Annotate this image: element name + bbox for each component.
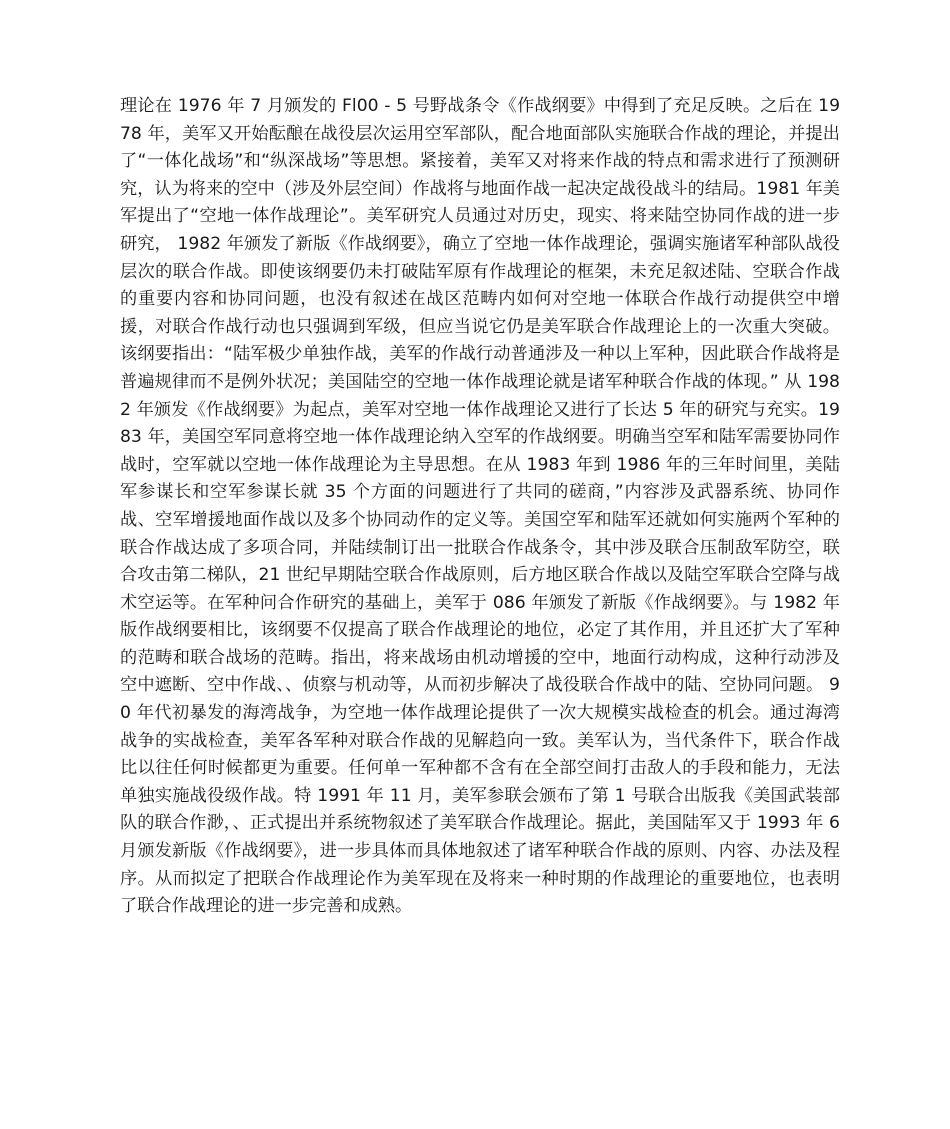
body-paragraph: 理论在 1976 年 7 月颁发的 Fl00 - 5 号野战条令《作战纲要》中得到了充足反映。之后在 1978 年，美军又开始酝酿在战役层次运用空军部队，配合地面部队实施联合作战的理论，并提出了“一体化战场”和“纵深战场”等思想。紧接着，美军又对将来作战的特点和需求进行了预测研究，认为将来的空中（涉及外层空间）作战将与地面作战一起决定战役战斗的结局。1981 年美军提出了“空地一体作战理论”。美军研究人员通过对历史，现实、将来陆空协同作战的进一步研究， 1982 年颁发了新版《作战纲要》，确立了空地一体作战理论，强调实施诸军种部队战役层次的联合作战。即使该纲要仍未打破陆军原有作战理论的框架，未充足叙述陆、空联合作战的重要内容和协同问题，也没有叙述在战区范畴内如何对空地一体联合作战行动提供空中增援，对联合作战行动也只强调到军级，但应当说它仍是美军联合作战理论上的一次重大突破。该纲要指出：“陆军极少单独作战，美军的作战行动普通涉及一种以上军种，因此联合作战将是普遍规律而不是例外状况；美国陆空的空地一体作战理论就是诸军种联合作战的体现。” 从 1982 年颁发《作战纲要》为起点，美军对空地一体作战理论又进行了长达 5 年的研究与充实。1983 年，美国空军同意将空地一体作战理论纳入空军的作战纲要。明确当空军和陆军需要协同作战时，空军就以空地一体作战理论为主导思想。在从 1983 年到 1986 年的三年时间里，美陆军参谋长和空军参谋长就 35 个方面的问题进行了共同的磋商，”内容涉及武器系统、协同作战、空军增援地面作战以及多个协同动作的定义等。美国空军和陆军还就如何实施两个军种的联合作战达成了多项合同，并陆续制订出一批联合作战条令，其中涉及联合压制敌军防空，联合攻击第二梯队，21 世纪早期陆空联合作战原则，后方地区联合作战以及陆空军联合空降与战术空运等。在军种问合作研究的基础上，美军于 086 年颁发了新版《作战纲要》。与 1982 年版作战纲要相比，该纲要不仅提高了联合作战理论的地位，必定了其作用，并且还扩大了军种的范畴和联合战场的范畴。指出，将来战场由机动增援的空中，地面行动构成，这种行动涉及空中遮断、空中作战、、侦察与机动等，从而初步解决了战役联合作战中的陆、空协同问题。 90 年代初暴发的海湾战争，为空地一体作战理论提供了一次大规模实战检查的机会。通过海湾战争的实战检查，美军各军种对联合作战的见解趋向一致。美军认为，当代条件下，联合作战比以往任何时候都更为重要。任何单一军种都不含有在全部空间打击敌人的手段和能力，无法单独实施战役级作战。特 1991 年 11 月，美军参联会颁布了第 1 号联合出版我《美国武装部队的联合作渺，、正式提出并系统物叙述了美军联合作战理论。据此，美国陆军又于 1993 年 6 月颁发新版《作战纲要》，进一步具体而具体地叙述了诸军种联合作战的原则、内容、办法及程序。从而拟定了把联合作战理论作为美军现在及将来一种时期的作战理论的重要地位，也表明了联合作战理论的进一步完善和成熟。 [120, 96, 840, 917]
